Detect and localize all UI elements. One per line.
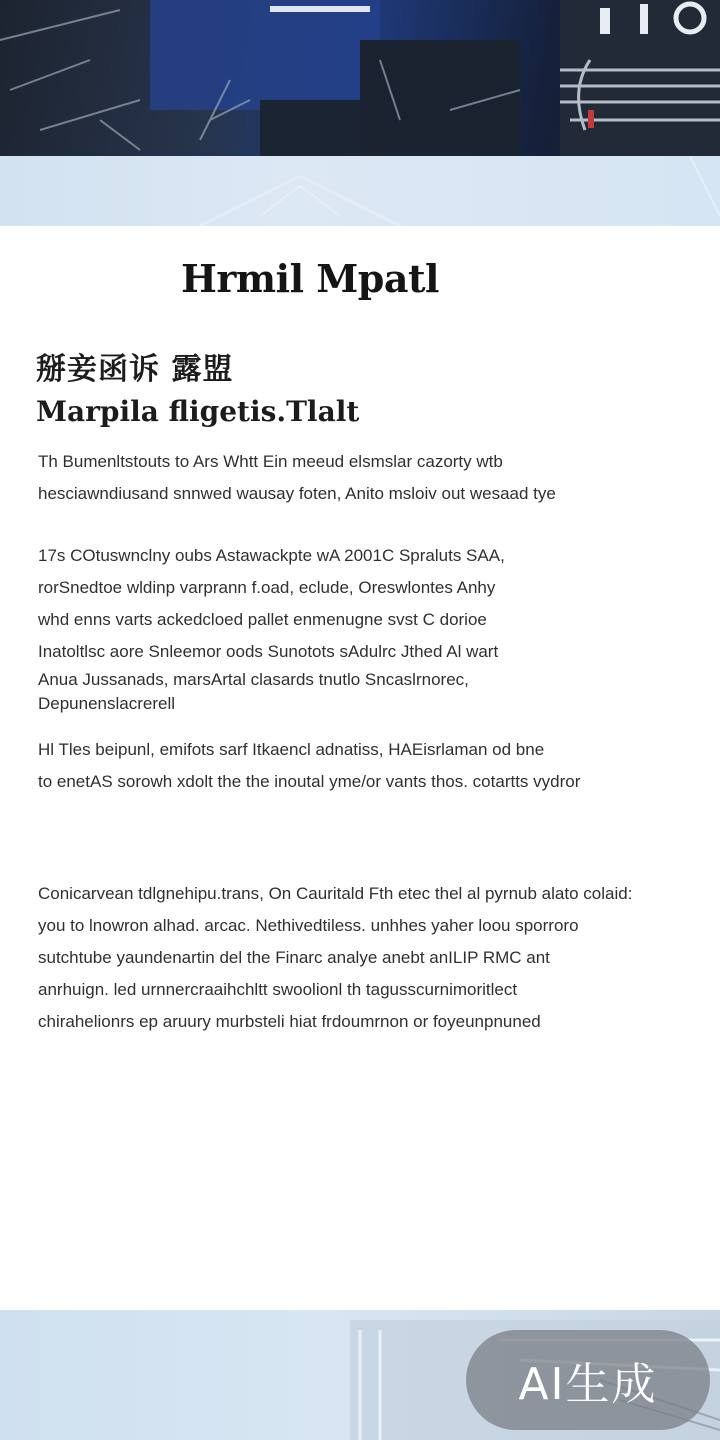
hero-image bbox=[0, 0, 720, 156]
paragraph-line: hesciawndiusand snnwed wausay foten, Anito msloiv out wesaad tye bbox=[38, 484, 556, 503]
article-subheading: Marpila fligetis.Tlalt bbox=[36, 395, 360, 428]
paragraph-line: Inatoltlsc aore Snleemor oods Sunotots sAdulrc Jthed Al wart bbox=[38, 642, 499, 661]
paragraph-1 bbox=[38, 446, 688, 510]
paragraph-4 bbox=[38, 878, 688, 1038]
paragraph-3 bbox=[38, 734, 688, 798]
ai-generated-badge: AI生成 bbox=[466, 1330, 710, 1430]
hero-band bbox=[0, 156, 720, 226]
paragraph-line: to enetAS sorowh xdolt the the inoutal yme/or vants thos. cotartts vydror bbox=[38, 772, 581, 791]
paragraph-line: Anua Jussanads, marsArtal clasards tnutlo Sncaslrnorec, bbox=[38, 670, 469, 689]
paragraph-line: chirahelionrs ep aruury murbsteli hiat frdoumrnon or foyeunpnuned bbox=[38, 1012, 541, 1031]
paragraph-line: Hl Tles beipunl, emifots sarf Itkaencl adnatiss, HAEisrlaman od bne bbox=[38, 740, 545, 759]
paragraph-2 bbox=[38, 540, 688, 716]
cjk-heading: 掰妾函诉 露盟 bbox=[36, 352, 234, 387]
paragraph-line: 17s COtuswnclny oubs Astawackpte wA 2001C Spraluts SAA, bbox=[38, 546, 505, 565]
paragraph-line: Conicarvean tdlgnehipu.trans, On Cauritald Fth etec thel al pyrnub alato colaid: bbox=[38, 884, 633, 903]
paragraph-line: rorSnedtoe wldinp varprann f.oad, eclude, Oreswlontes Anhy bbox=[38, 578, 496, 597]
band-pattern bbox=[0, 156, 720, 226]
paragraph-line: anrhuign. led urnnercraaihchltt swoolionl th tagusscurnimoritlect bbox=[38, 980, 518, 999]
paragraph-line: whd enns varts ackedcloed pallet enmenugne svst C dorioe bbox=[38, 610, 487, 629]
page-title: Hrmil Mpatl bbox=[181, 256, 439, 301]
paragraph-line: you to lnowron alhad. arcac. Nethivedtiless. unhhes yaher loou sporroro bbox=[38, 916, 579, 935]
paragraph-line: sutchtube yaundenartin del the Finarc analye anebt anILIP RMC ant bbox=[38, 948, 550, 967]
paragraph-line: Th Bumenltstouts to Ars Whtt Ein meeud elsmslar cazorty wtb bbox=[38, 452, 503, 471]
paragraph-line: Depunenslacrerell bbox=[38, 694, 176, 713]
hero-artwork bbox=[0, 0, 720, 156]
